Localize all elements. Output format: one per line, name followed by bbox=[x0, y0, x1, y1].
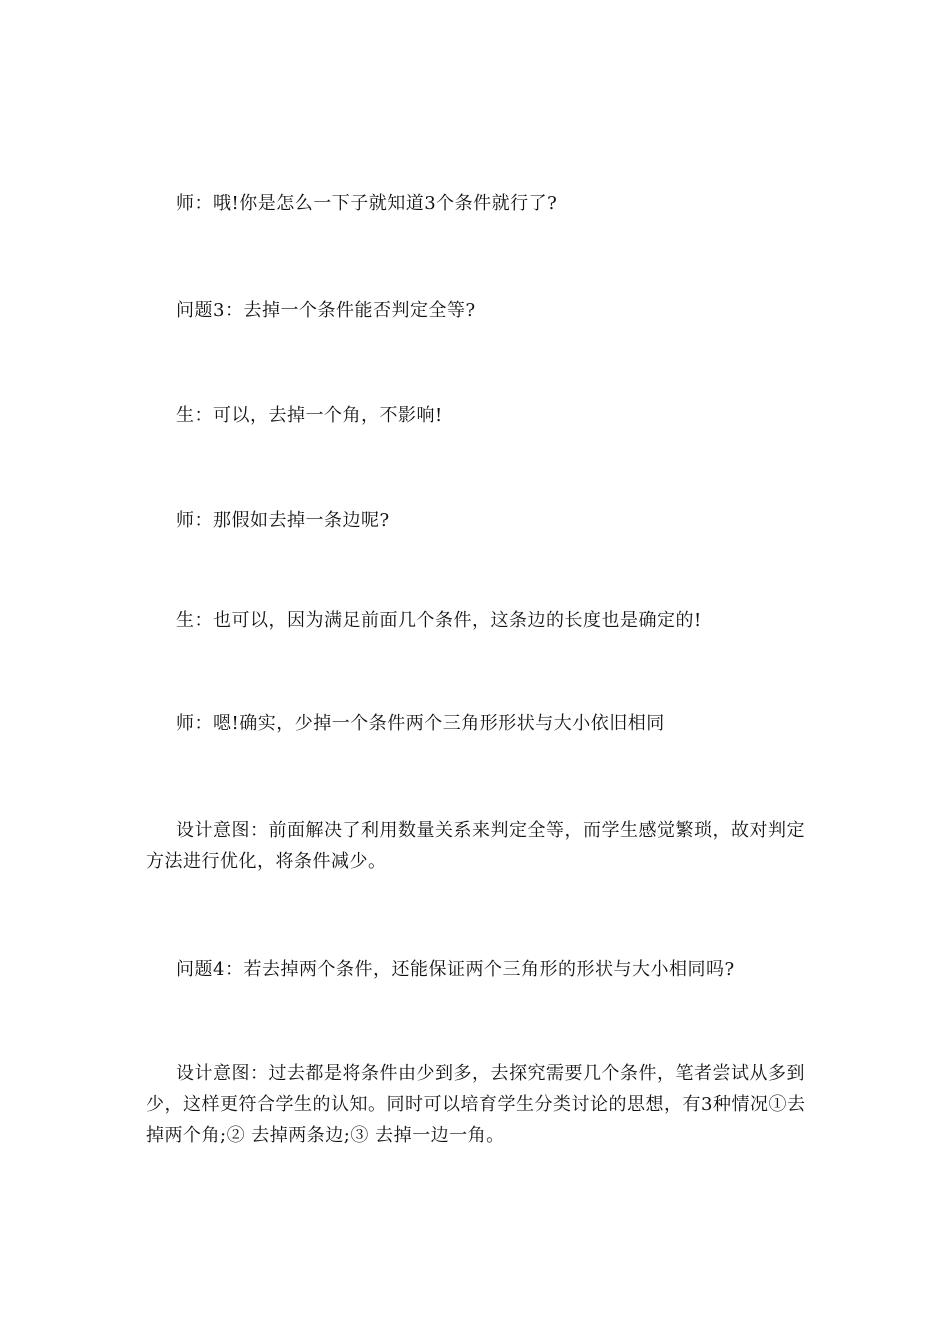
paragraph-question-3: 问题3：去掉一个条件能否判定全等? bbox=[176, 300, 476, 321]
paragraph-student-answer-1: 生：可以，去掉一个角，不影响! bbox=[176, 405, 443, 426]
paragraph-question-4: 问题4：若去掉两个条件，还能保证两个三角形的形状与大小相同吗? bbox=[176, 959, 735, 980]
paragraph-teacher-confirm: 师：嗯!确实，少掉一个条件两个三角形形状与大小依旧相同 bbox=[176, 713, 665, 734]
paragraph-design-intent-1: 设计意图：前面解决了利用数量关系来判定全等，而学生感觉繁琐，故对判定方法进行优化，将条件减少。 bbox=[146, 820, 805, 872]
paragraph-teacher-followup: 师：那假如去掉一条边呢? bbox=[176, 510, 390, 531]
paragraph-student-answer-2: 生：也可以，因为满足前面几个条件，这条边的长度也是确定的! bbox=[176, 610, 702, 631]
paragraph-teacher-question: 师：哦!你是怎么一下子就知道3个条件就行了? bbox=[176, 193, 558, 214]
paragraph-design-intent-2: 设计意图：过去都是将条件由少到多，去探究需要几个条件，笔者尝试从多到少，这样更符合学生的认知。同时可以培育学生分类讨论的思想，有3种情况①去掉两个角;② 去掉两条边;③ 去掉一边一角。 bbox=[146, 1063, 806, 1146]
